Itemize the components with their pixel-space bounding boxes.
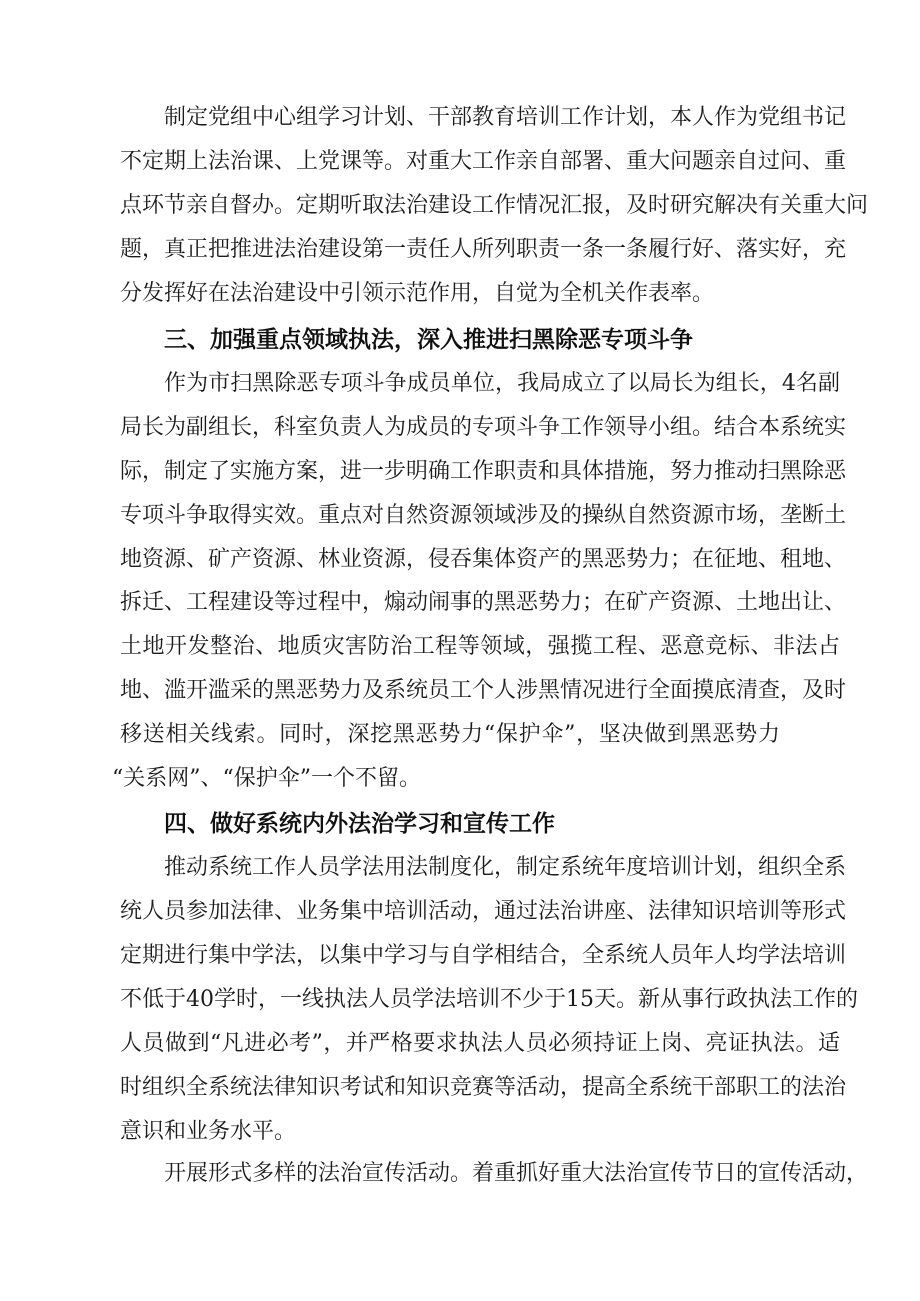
paragraph-line: 点环节亲自督办。定期听取法治建设工作情况汇报，及时研究解决有关重大问 [120,193,869,218]
paragraph-line: 时组织全系统法律知识考试和知识竞赛等活动，提高全系统干部职工的法治 [120,1075,847,1100]
section-heading-3: 三、加强重点领域执法，深入推进扫黑除恶专项斗争 [164,327,693,353]
paragraph-line: 局长为副组长，科室负责人为成员的专项斗争工作领导小组。结合本系统实 [120,415,847,440]
paragraph-line: 推动系统工作人员学法用法制度化，制定系统年度培训计划，组织全系 [164,855,847,880]
paragraph-line: 题，真正把推进法治建设第一责任人所列职责一条一条履行好、落实好，充 [120,237,847,262]
paragraph-line: 地资源、矿产资源、林业资源，侵吞集体资产的黑恶势力；在征地、租地、 [120,547,847,572]
paragraph-line: 定期进行集中学法，以集中学习与自学相结合，全系统人员年人均学法培训 [120,943,847,968]
paragraph-line: 开展形式多样的法治宣传活动。着重抓好重大法治宣传节日的宣传活动， [164,1161,869,1186]
paragraph-line: 不定期上法治课、上党课等。对重大工作亲自部署、重大问题亲自过问、重 [120,149,847,174]
paragraph-line: 不低于40学时，一线执法人员学法培训不少于15天。新从事行政执法工作的 [120,987,858,1012]
paragraph-line: 际，制定了实施方案，进一步明确工作职责和具体措施，努力推动扫黑除恶 [120,459,847,484]
section-heading-4: 四、做好系统内外法治学习和宣传工作 [164,811,555,837]
paragraph-line: 专项斗争取得实效。重点对自然资源领域涉及的操纵自然资源市场，垄断土 [120,503,847,528]
paragraph-line: 制定党组中心组学习计划、干部教育培训工作计划，本人作为党组书记 [164,105,847,130]
paragraph-line: 地、滥开滥采的黑恶势力及系统员工个人涉黑情况进行全面摸底清查，及时 [120,678,847,703]
paragraph-line: “关系网”、“保护伞”一个不留。 [112,766,421,791]
paragraph-line: 土地开发整治、地质灾害防治工程等领域，强揽工程、恶意竞标、非法占 [120,634,840,659]
paragraph-line: 分发挥好在法治建设中引领示范作用，自觉为全机关作表率。 [120,281,715,306]
paragraph-line: 人员做到“凡进必考”，并严格要求执法人员必须持证上岗、亮证执法。适 [120,1031,840,1056]
paragraph-line: 作为市扫黑除恶专项斗争成员单位，我局成立了以局长为组长，4名副 [164,371,840,396]
paragraph-line: 意识和业务水平。 [120,1119,297,1144]
paragraph-line: 拆迁、工程建设等过程中，煽动闹事的黑恶势力；在矿产资源、土地出让、 [120,590,847,615]
paragraph-line: 移送相关线索。同时，深挖黑恶势力“保护伞”，坚决做到黑恶势力 [120,722,780,747]
paragraph-line: 统人员参加法律、业务集中培训活动，通过法治讲座、法律知识培训等形式 [120,899,847,924]
